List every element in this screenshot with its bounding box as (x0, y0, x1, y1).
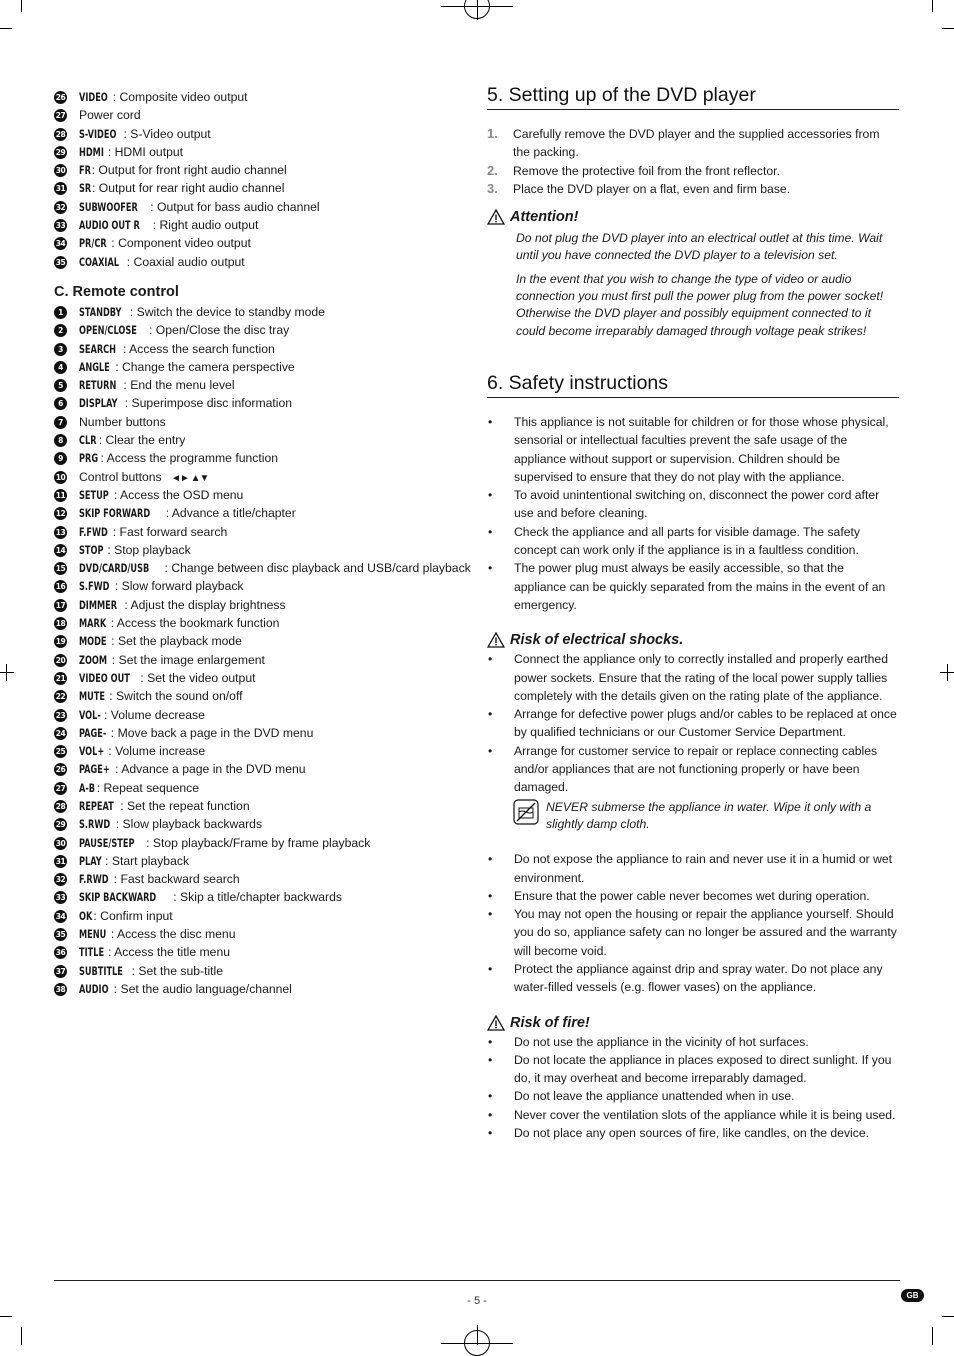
button-name: S.FWD (79, 579, 110, 594)
bullet-item (487, 960, 899, 997)
button-name: TITLE (79, 945, 105, 960)
item-description: : Access the title menu (108, 945, 230, 960)
item-description: : Fast backward search (113, 872, 240, 887)
item-description: : Superimpose disc information (124, 396, 293, 411)
item-number-badge: 9 (54, 452, 67, 465)
button-name: VOL- (79, 707, 101, 722)
remote-control-heading: C. Remote control (54, 283, 179, 300)
bullet-item (487, 1087, 899, 1105)
no-water-immersion-icon (513, 799, 539, 825)
bullet-text: Protect the appliance against drip and spray water. Do not place any water-filled vessels (e.g. flower vases) on the appliance. (514, 961, 883, 995)
bullet-icon: • (488, 743, 493, 758)
warning-triangle-icon (487, 209, 505, 225)
list-item (54, 303, 474, 321)
item-description: Power cord (79, 108, 141, 123)
list-item (54, 486, 474, 504)
list-item (54, 376, 474, 394)
button-name: SR (79, 181, 92, 196)
list-item (54, 234, 474, 252)
setup-step: 2. Remove the protective foil from the front reflector. (487, 162, 780, 178)
shock-heading: Risk of electrical shocks. (487, 630, 899, 650)
list-item (54, 834, 474, 852)
bullet-text: Do not use the appliance in the vicinity of hot surfaces. (514, 1034, 809, 1049)
item-number-badge: 33 (55, 221, 66, 231)
list-item (54, 523, 474, 541)
item-description: : Start playback (105, 853, 190, 868)
item-description: : Access the search function (123, 341, 275, 356)
bullet-icon: • (488, 1089, 493, 1104)
item-description: : Access the programme function (100, 451, 279, 466)
bullet-item (487, 850, 899, 887)
item-number-badge: 22 (55, 692, 66, 702)
item-description: : Stop playback/Frame by frame playback (146, 835, 371, 850)
setup-heading: 5. Setting up of the DVD player (487, 82, 899, 110)
list-item (54, 742, 474, 760)
button-name: MENU (79, 927, 107, 942)
item-number-badge: 19 (55, 637, 66, 647)
item-description: : HDMI output (107, 144, 184, 159)
attention-heading: Attention! (487, 207, 899, 227)
item-description: Control buttons (79, 469, 166, 484)
item-number-badge: 35 (55, 930, 66, 940)
button-name: COAXIAL (79, 254, 120, 269)
item-number-badge: 3 (54, 343, 67, 356)
list-item (54, 88, 474, 106)
item-description: : Confirm input (93, 908, 173, 923)
registration-mark-icon (477, 1325, 478, 1345)
button-name: PAGE- (79, 725, 107, 740)
item-description: : Advance a title/chapter (165, 506, 296, 521)
item-number-badge: 33 (55, 893, 66, 903)
list-item (54, 216, 474, 234)
registration-mark-icon (947, 664, 948, 681)
list-item (54, 614, 474, 632)
list-item (54, 321, 474, 339)
bullet-text: Do not leave the appliance unattended when in use. (514, 1089, 795, 1104)
item-description: : Move back a page in the DVD menu (110, 725, 314, 740)
item-number-badge: 4 (54, 361, 67, 374)
item-number-badge: 32 (55, 202, 66, 212)
list-item (54, 687, 474, 705)
button-name: ZOOM (79, 652, 108, 667)
bullet-item (487, 905, 899, 960)
list-item (54, 870, 474, 888)
bullet-item (487, 486, 899, 523)
registration-mark-icon (0, 672, 14, 673)
button-name: SKIP BACKWARD (79, 890, 157, 905)
bullet-icon: • (488, 1126, 493, 1141)
button-name: SKIP FORWARD (79, 506, 151, 521)
item-number-badge: 36 (55, 948, 66, 958)
bullet-text: This appliance is not suitable for children or for those whose physical, sensorial or intellectual faculties prevent the safe usage of the appliance without support or supervision. Children should be supervised to ensure that they do not play with the appliance. (514, 414, 889, 484)
list-item (54, 179, 474, 197)
warning-triangle-icon (487, 1015, 505, 1031)
list-item (54, 340, 474, 358)
item-description: : Change between disc playback and USB/card playback (164, 561, 471, 576)
item-description: : Output for front right audio channel (91, 163, 287, 178)
bullet-item (487, 887, 899, 905)
bullet-icon: • (488, 652, 493, 667)
bullet-text: Arrange for customer service to repair or replace connecting cables and/or appliances that are not functioning properly or have been damaged. (514, 743, 878, 795)
item-number-badge: 12 (55, 509, 66, 519)
bullet-item (487, 1051, 899, 1088)
button-name: SEARCH (79, 341, 117, 356)
crop-mark (21, 1327, 22, 1345)
list-item (54, 449, 474, 467)
item-description: : Change the camera perspective (115, 359, 295, 374)
button-name: PR/CR (79, 236, 107, 251)
bullet-icon: • (488, 961, 493, 976)
item-description: : Slow playback backwards (115, 817, 263, 832)
attention-text: Do not plug the DVD player into an electrical outlet at this time. Wait until you have connected the DVD player to a television set. (516, 231, 883, 263)
item-number-badge: 2 (54, 324, 67, 337)
item-number-badge: 26 (55, 93, 66, 102)
item-number-badge: 34 (55, 239, 66, 249)
list-item (54, 852, 474, 870)
list-item (54, 198, 474, 216)
attention-text: In the event that you wish to change the type of video or audio connection you must first pull the power plug from the power socket! Otherwise the DVD player and possibly equipment connected to it could become irreparably damaged through voltage peak strikes! (516, 271, 884, 338)
item-number-badge: 15 (55, 564, 66, 574)
crop-mark (932, 1327, 933, 1345)
item-description: : Stop playback (107, 542, 191, 557)
item-number-badge: 32 (55, 875, 66, 885)
item-description: : Advance a page in the DVD menu (115, 762, 306, 777)
list-item (54, 358, 474, 376)
item-number-badge: 31 (55, 856, 66, 866)
bullet-item (487, 413, 899, 486)
button-name: PAGE+ (79, 762, 110, 777)
list-item (54, 468, 474, 486)
bullet-item (487, 650, 899, 705)
list-item (54, 596, 474, 614)
list-item (54, 541, 474, 559)
button-name: A-B (79, 780, 95, 795)
button-name: PAUSE/STEP (79, 835, 135, 850)
right-column (487, 82, 899, 1142)
outputs-list (54, 88, 474, 271)
button-name: PRG (79, 451, 99, 466)
item-description: : Set the image enlargement (111, 652, 265, 667)
list-item (54, 632, 474, 650)
item-number-badge: 28 (55, 129, 66, 139)
bullet-icon: • (488, 1107, 493, 1122)
fire-bullets (487, 1033, 899, 1143)
item-number-badge: 21 (55, 673, 66, 683)
warning-triangle-icon (487, 632, 505, 648)
list-item (54, 253, 474, 271)
fire-heading: Risk of fire! (487, 1013, 899, 1033)
item-description: : Composite video output (112, 90, 248, 104)
button-name: MUTE (79, 689, 106, 704)
button-name: DISPLAY (79, 396, 118, 411)
button-name: S.RWD (79, 817, 111, 832)
item-description: : End the menu level (123, 378, 235, 393)
bullet-text: Never cover the ventilation slots of the appliance while it is being used. (514, 1107, 896, 1122)
button-name: S-VIDEO (79, 126, 117, 141)
item-number-badge: 27 (55, 783, 66, 793)
item-number-badge: 37 (55, 966, 66, 976)
item-description: : S-Video output (123, 126, 211, 141)
list-item (54, 980, 474, 998)
bullet-icon: • (488, 907, 493, 922)
item-number-badge: 31 (55, 184, 66, 194)
button-name: CLR (79, 433, 97, 448)
crop-mark (932, 0, 933, 12)
list-item (54, 651, 474, 669)
button-name: DVD/CARD/USB (79, 561, 150, 576)
bullet-item (487, 523, 899, 560)
button-name: PLAY (79, 853, 102, 868)
list-item (54, 888, 474, 906)
list-item (54, 431, 474, 449)
bullet-icon: • (488, 488, 493, 503)
item-number-badge: 1 (54, 306, 67, 319)
item-description: : Clear the entry (98, 433, 186, 448)
setup-step: 3. Place the DVD player on a flat, even and firm base. (487, 180, 791, 196)
item-number-badge: 34 (55, 911, 66, 921)
item-number-badge: 6 (54, 397, 67, 410)
button-name: MARK (79, 616, 107, 631)
bullet-text: Do not locate the appliance in places exposed to direct sunlight. If you do, it may overheat and become irreparably damaged. (514, 1052, 892, 1086)
item-description: : Access the bookmark function (110, 616, 280, 631)
list-item (54, 125, 474, 143)
item-description: : Component video output (111, 236, 251, 251)
button-name: MODE (79, 634, 107, 649)
item-number-badge: 14 (55, 545, 66, 555)
crop-mark (942, 28, 954, 29)
setup-step: 1. Carefully remove the DVD player and the supplied accessories from the packing. (487, 126, 880, 160)
bullet-icon: • (488, 852, 493, 867)
list-item (54, 760, 474, 778)
item-description: : Open/Close the disc tray (149, 323, 290, 338)
button-name: F.FWD (79, 524, 108, 539)
item-number-badge: 29 (55, 147, 66, 157)
item-number-badge: 8 (54, 434, 67, 447)
bullet-item (487, 742, 899, 797)
bullet-text: To avoid unintentional switching on, disconnect the power cord after use and before cleaning. (514, 488, 880, 521)
button-name: STANDBY (79, 304, 122, 319)
shock-bullets (487, 650, 899, 796)
item-description: : Skip a title/chapter backwards (173, 890, 342, 905)
item-number-badge: 23 (55, 710, 66, 720)
button-name: VIDEO (79, 90, 108, 104)
crop-mark (942, 1316, 954, 1317)
item-description: : Set the playback mode (111, 634, 242, 649)
list-item (54, 706, 474, 724)
crop-mark (21, 0, 22, 12)
list-item (54, 106, 474, 124)
list-item (54, 143, 474, 161)
bullet-text: Connect the appliance only to correctly installed and properly earthed power sockets. Ensure that the rating of the local power supply tallies completely with the details given on the rating plate of the appliance. (514, 652, 888, 703)
item-number-badge: 11 (55, 490, 66, 500)
bullet-item (487, 559, 899, 614)
item-number-badge: 7 (54, 416, 67, 429)
item-description: : Fast forward search (112, 524, 228, 539)
list-item (54, 161, 474, 179)
button-name: REPEAT (79, 798, 114, 813)
bullet-icon: • (488, 888, 493, 903)
bullet-text: The power plug must always be easily accessible, so that the appliance can be quickly separated from the mains in the event of an emergency. (514, 561, 886, 612)
item-description: : Set the video output (140, 670, 256, 685)
button-name: SUBTITLE (79, 963, 123, 978)
list-item (54, 779, 474, 797)
button-name: VOL+ (79, 744, 105, 759)
list-item (54, 962, 474, 980)
item-number-badge: 20 (55, 655, 66, 665)
item-number-badge: 29 (55, 820, 66, 830)
item-description: : Adjust the display brightness (124, 597, 286, 612)
item-number-badge: 18 (55, 619, 66, 629)
bullet-text: Do not place any open sources of fire, like candles, on the device. (514, 1126, 870, 1141)
water-note: NEVER submerse the appliance in water. Wipe it only with a slightly damp cloth. (513, 799, 899, 834)
bullet-icon: • (488, 1052, 493, 1067)
bullet-icon: • (488, 414, 493, 429)
list-item (54, 394, 474, 412)
shock-bullets-continued (487, 850, 899, 996)
item-description: Number buttons (79, 414, 166, 429)
list-item (54, 504, 474, 522)
bullet-text: Ensure that the power cable never becomes wet during operation. (514, 888, 870, 903)
item-number-badge: 16 (55, 582, 66, 592)
bullet-item (487, 1106, 899, 1124)
bullet-icon: • (488, 1034, 493, 1049)
button-name: STOP (79, 542, 104, 557)
item-description: : Slow forward playback (114, 579, 244, 594)
button-name: OK (79, 908, 93, 923)
item-number-badge: 27 (55, 111, 66, 121)
button-name: AUDIO (79, 981, 109, 996)
item-number-badge: 35 (55, 257, 66, 267)
list-item (54, 669, 474, 687)
item-number-badge: 38 (55, 984, 66, 994)
bullet-icon: • (488, 707, 493, 722)
bullet-text: You may not open the housing or repair the appliance yourself. Should you do so, appliance safety can no longer be assured and the warranty will become void. (514, 907, 897, 958)
bullet-item (487, 705, 899, 742)
crop-mark (0, 28, 12, 29)
item-description: : Switch the device to standby mode (129, 304, 325, 319)
left-column (54, 88, 474, 998)
item-number-badge: 25 (55, 747, 66, 757)
remote-control-list (54, 303, 474, 998)
bullet-item (487, 1033, 899, 1051)
button-name: FR (79, 163, 91, 178)
item-description: : Access the OSD menu (113, 487, 244, 502)
list-item (54, 413, 474, 431)
item-number-badge: 17 (55, 600, 66, 610)
list-item (54, 577, 474, 595)
registration-mark-icon (6, 664, 7, 681)
safety-bullets (487, 413, 899, 614)
item-description: : Set the audio language/channel (113, 981, 292, 996)
item-description: : Set the repeat function (120, 798, 250, 813)
item-description: : Repeat sequence (96, 780, 200, 795)
item-description: : Access the disc menu (110, 927, 236, 942)
button-name: ANGLE (79, 359, 110, 374)
setup-steps (487, 125, 899, 198)
item-description: : Switch the sound on/off (109, 689, 243, 704)
list-item (54, 559, 474, 577)
footer-rule (54, 1280, 900, 1281)
button-name: SETUP (79, 487, 109, 502)
bullet-item (487, 1124, 899, 1142)
list-item (54, 907, 474, 925)
bullet-icon: • (488, 561, 493, 576)
button-name: OPEN/CLOSE (79, 323, 137, 338)
button-name: SUBWOOFER (79, 199, 138, 214)
list-item (54, 724, 474, 742)
button-name: VIDEO OUT (79, 670, 130, 685)
item-description: : Set the sub-title (131, 963, 224, 978)
item-number-badge: 5 (54, 379, 67, 392)
item-number-badge: 24 (55, 728, 66, 738)
item-number-badge: 10 (55, 472, 66, 482)
button-name: F.RWD (79, 872, 109, 887)
page-number: - 5 - (467, 1295, 487, 1307)
button-name: AUDIO OUT R (79, 218, 140, 233)
list-item (54, 815, 474, 833)
crop-mark (0, 1316, 12, 1317)
bullet-text: Arrange for defective power plugs and/or cables to be replaced at once by qualified technicians or our Customer Service Department. (514, 707, 897, 740)
item-description: : Output for rear right audio channel (92, 181, 285, 196)
registration-mark-icon (477, 0, 478, 20)
item-description: : Output for bass audio channel (150, 199, 320, 214)
bullet-text: Do not expose the appliance to rain and never use it in a humid or wet environment. (514, 852, 893, 885)
item-number-badge: 28 (55, 801, 66, 811)
list-item (54, 943, 474, 961)
list-item (54, 797, 474, 815)
item-description: : Volume increase (108, 744, 206, 759)
item-description: : Coaxial audio output (126, 254, 245, 269)
item-description: : Volume decrease (103, 707, 205, 722)
item-number-badge: 30 (55, 166, 66, 176)
list-item (54, 925, 474, 943)
safety-heading: 6. Safety instructions (487, 370, 899, 398)
item-description: : Right audio output (152, 218, 259, 233)
button-name: RETURN (79, 378, 117, 393)
item-number-badge: 26 (55, 765, 66, 775)
item-number-badge: 30 (55, 838, 66, 848)
language-badge: GB (901, 1289, 924, 1302)
bullet-icon: • (488, 524, 493, 539)
button-name: HDMI (79, 144, 104, 159)
item-number-badge: 13 (55, 527, 66, 537)
button-name: DIMMER (79, 597, 118, 612)
arrow-keys-icon: ◄► ▲▼ (171, 472, 209, 484)
bullet-text: Check the appliance and all parts for visible damage. The safety concept can work only if the appliance is in a faultless condition. (514, 524, 860, 558)
